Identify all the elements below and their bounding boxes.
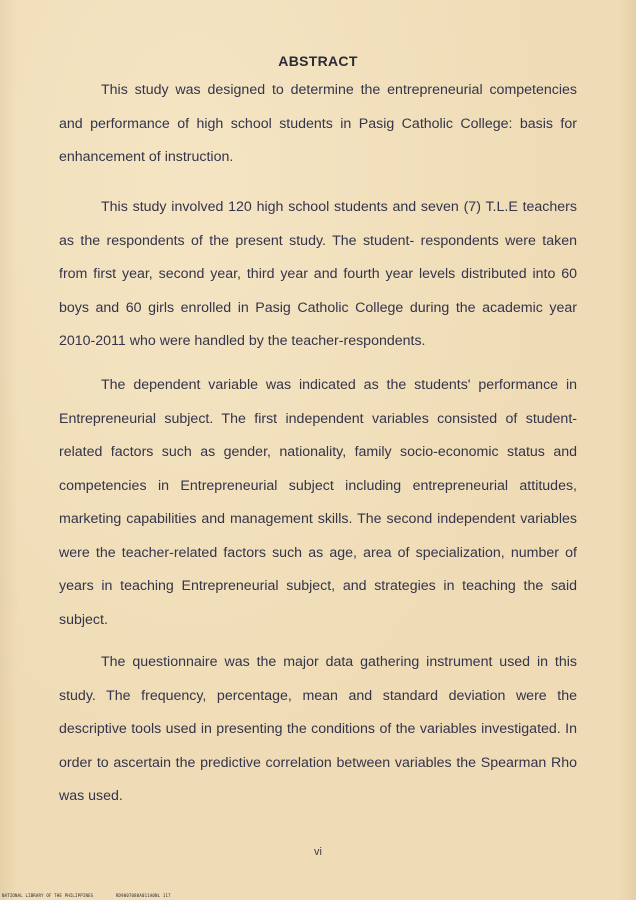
library-name: NATIONAL LIBRARY OF THE PHILIPPINES <box>2 893 94 898</box>
library-stamp <box>2 893 191 898</box>
document-code: RD9007088A011A0NL 117 <box>115 893 171 898</box>
paragraph-purpose: This study was designed to determine the entrepreneurial competencies and performance of high school students in Pasig Catholic College: basis for enhancement of instruction. <box>59 82 577 165</box>
paragraph-methodology: The questionnaire was the major data gathering instrument used in this study. The frequency, percentage, mean and standard deviation were the descriptive tools used in presenting the conditions of the variables investigated. In order to ascertain the predictive correlation between variables the Spearman Rho was used. <box>59 654 577 804</box>
abstract-title: ABSTRACT <box>278 53 358 69</box>
page-number: vi <box>314 846 322 858</box>
paragraph-respondents: This study involved 120 high school students and seven (7) T.L.E teachers as the respondents of the present study. The student- respondents were taken from first year, second year, third year and fourth year levels distributed into 60 boys and 60 girls enrolled in Pasig Catholic College during the academic year 2010-2011 who were handled by the teacher-respondents. <box>59 199 577 349</box>
paragraph-variables: The dependent variable was indicated as the students' performance in Entrepreneurial subject. The first independent variables consisted of student-related factors such as gender, nationality, family socio-economic status and competencies in Entrepreneurial subject including entrepreneurial attitudes, marketing capabilities and management skills. The second independent variables were the teacher-related factors such as age, area of specialization, number of years in teaching Entrepreneurial subject, and strategies in teaching the said subject. <box>59 377 577 628</box>
